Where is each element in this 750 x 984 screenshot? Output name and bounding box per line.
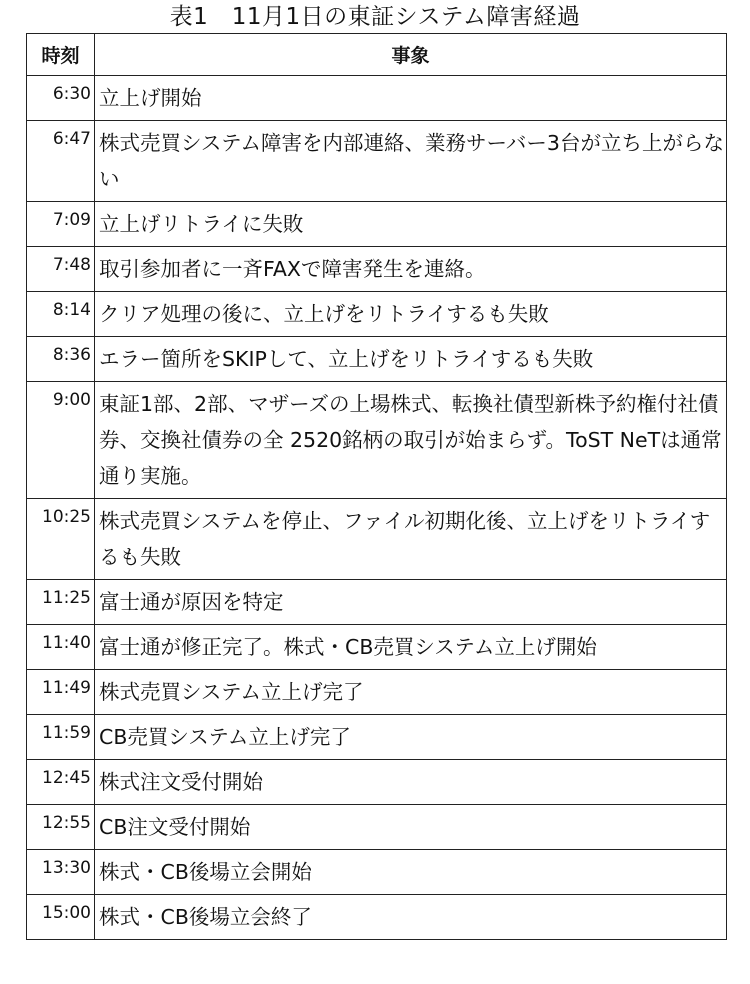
row-time: 11:40	[27, 625, 95, 670]
header-event: 事象	[95, 34, 727, 76]
row-time: 11:59	[27, 715, 95, 760]
row-event: CB売買システム立上げ完了	[95, 715, 727, 760]
row-time: 12:45	[27, 760, 95, 805]
row-event: 株式売買システム立上げ完了	[95, 670, 727, 715]
row-time: 11:49	[27, 670, 95, 715]
table-row	[27, 499, 727, 580]
table-row	[27, 202, 727, 247]
table-row	[27, 895, 727, 940]
table-row	[27, 247, 727, 292]
incident-timeline-table	[26, 33, 727, 940]
row-event: 東証1部、2部、マザーズの上場株式、転換社債型新株予約権付社債券、交換社債券の全 2520銘柄の取引が始まらず。ToST NeTは通常通り実施。	[95, 382, 727, 499]
row-time: 6:30	[27, 76, 95, 121]
row-event: 取引参加者に一斉FAXで障害発生を連絡。	[95, 247, 727, 292]
row-event: 立上げ開始	[95, 76, 727, 121]
table-row	[27, 670, 727, 715]
row-event: エラー箇所をSKIPして、立上げをリトライするも失敗	[95, 337, 727, 382]
row-time: 10:25	[27, 499, 95, 580]
row-time: 6:47	[27, 121, 95, 202]
table-row	[27, 625, 727, 670]
row-time: 13:30	[27, 850, 95, 895]
row-event: 株式売買システム障害を内部連絡、業務サーバー3台が立ち上がらない	[95, 121, 727, 202]
row-time: 15:00	[27, 895, 95, 940]
table-row	[27, 337, 727, 382]
table-row	[27, 292, 727, 337]
row-event: クリア処理の後に、立上げをリトライするも失敗	[95, 292, 727, 337]
row-event: 富士通が原因を特定	[95, 580, 727, 625]
row-event: 株式注文受付開始	[95, 760, 727, 805]
table-row	[27, 382, 727, 499]
table-row	[27, 850, 727, 895]
row-event: 株式・CB後場立会開始	[95, 850, 727, 895]
row-event: 富士通が修正完了。株式・CB売買システム立上げ開始	[95, 625, 727, 670]
table-row	[27, 76, 727, 121]
header-time: 時刻	[27, 34, 95, 76]
table-row	[27, 805, 727, 850]
table-row	[27, 715, 727, 760]
row-event: 株式・CB後場立会終了	[95, 895, 727, 940]
table-caption: 表1 11月1日の東証システム障害経過	[169, 4, 581, 30]
row-time: 7:48	[27, 247, 95, 292]
row-event: 立上げリトライに失敗	[95, 202, 727, 247]
table-row	[27, 580, 727, 625]
row-time: 11:25	[27, 580, 95, 625]
row-event: 株式売買システムを停止、ファイル初期化後、立上げをリトライするも失敗	[95, 499, 727, 580]
table-row	[27, 121, 727, 202]
table-row	[27, 760, 727, 805]
row-time: 9:00	[27, 382, 95, 499]
row-time: 8:14	[27, 292, 95, 337]
header-row	[27, 34, 727, 76]
row-time: 7:09	[27, 202, 95, 247]
row-time: 8:36	[27, 337, 95, 382]
row-event: CB注文受付開始	[95, 805, 727, 850]
row-time: 12:55	[27, 805, 95, 850]
